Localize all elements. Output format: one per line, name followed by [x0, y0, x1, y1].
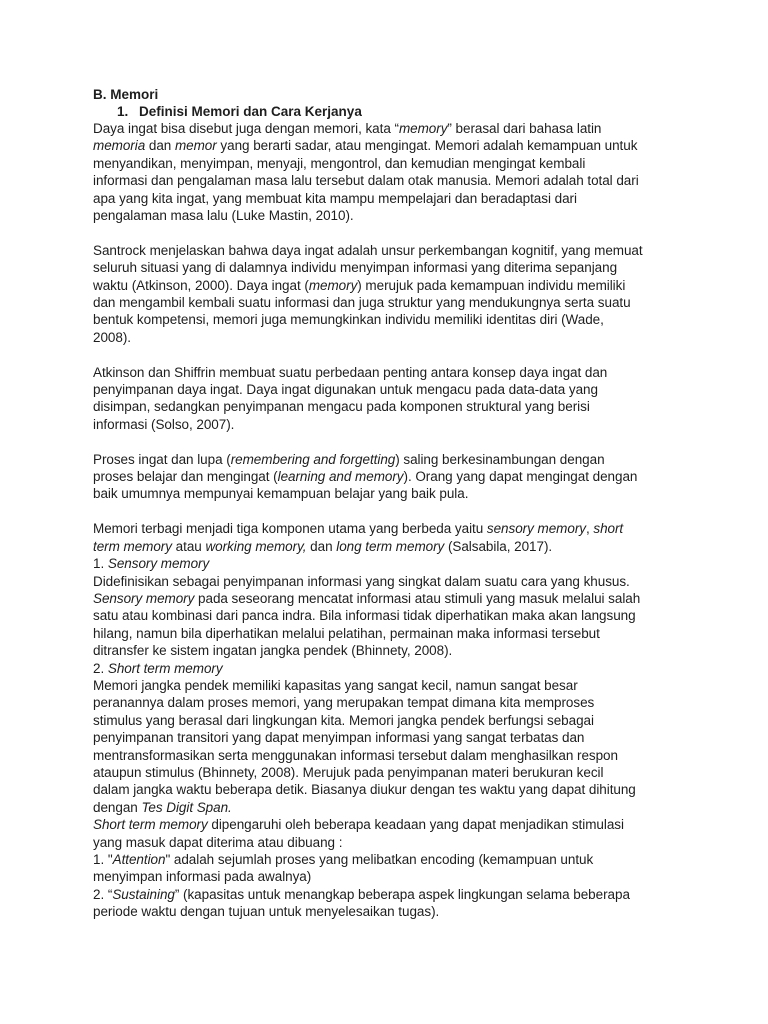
text-line: informasi dan pengalaman masa lalu tersebut dalam otak manusia. Memori adalah total dari: [93, 173, 639, 189]
text-line: dan mengambil kembali suatu informasi dan juga struktur yang mendukungnya serta suatu: [93, 295, 631, 311]
text-line: penyimpanan daya ingat. Daya ingat digunakan untuk mengacu pada data-data yang: [93, 382, 598, 398]
text-line: bentuk kompetensi, memori juga memungkinkan individu memiliki identitas diri (Wade,: [93, 312, 604, 328]
sublist-item-sustaining: 2. “Sustaining” (kapasitas untuk menangkap beberapa aspek lingkungan selama beberapa: [93, 886, 630, 902]
text-line: yang masuk dapat diterima atau dibuang :: [93, 834, 343, 850]
text-line: satu atau kombinasi dari panca indra. Bila informasi tidak diperhatikan maka akan langsung: [93, 608, 636, 624]
text-line: penyimpanan transitori yang dapat menyimpan informasi yang sangat terbatas dan: [93, 730, 585, 746]
sublist-item-attention: 1. "Attention" adalah sejumlah proses yang melibatkan encoding (kemampuan untuk: [93, 852, 594, 867]
text-line: informasi (Solso, 2007).: [93, 416, 235, 432]
list-item-sensory-memory: 1. Sensory memory: [93, 556, 210, 572]
text-line: pengalaman masa lalu (Luke Mastin, 2010).: [93, 208, 354, 224]
text-line: stimulus yang berasal dari lingkungan kita. Memori jangka pendek berfungsi sebagai: [93, 712, 594, 728]
text-line: hilang, namun bila diperhatikan melalui pelatihan, permainan maka informasi tersebut: [93, 625, 600, 641]
text-line: Memori terbagi menjadi tiga komponen utama yang berbeda yaitu sensory memory, short: [93, 521, 624, 537]
text-line: Didefinisikan sebagai penyimpanan informasi yang singkat dalam suatu cara yang khusus.: [93, 573, 630, 589]
text-line: Memori jangka pendek memiliki kapasitas yang sangat kecil, namun sangat besar: [93, 677, 578, 693]
text-line: baik umumnya mempunyai kemampuan belajar yang baik pula.: [93, 486, 469, 502]
text-line: Proses ingat dan lupa (remembering and forgetting) saling berkesinambungan dengan: [93, 451, 605, 467]
text-line: Sensory memory pada seseorang mencatat informasi atau stimuli yang masuk melalui salah: [93, 590, 641, 606]
text-line: periode waktu dengan tujuan untuk menyelesaikan tugas).: [93, 904, 440, 920]
paragraph-proses-ingat: [93, 451, 708, 503]
text-line: Santrock menjelaskan bahwa daya ingat adalah unsur perkembangan kognitif, yang memuat: [93, 242, 643, 258]
text-line: apa yang kita ingat, yang membuat kita mampu mempelajari dan beradaptasi dari: [93, 190, 577, 206]
text-line: Daya ingat bisa disebut juga dengan memori, kata “memory” berasal dari bahasa latin: [93, 121, 602, 136]
list-item-short-term-memory: 2. Short term memory: [93, 660, 223, 676]
subsection-title: Definisi Memori dan Cara Kerjanya: [139, 104, 362, 119]
text-line: Atkinson dan Shiffrin membuat suatu perbedaan penting antara konsep daya ingat dan: [93, 364, 608, 380]
text-line: menyandikan, menyimpan, menyaji, mengontrol, dan kemudian mengingat kembali: [93, 155, 586, 171]
section-heading: B. Memori: [93, 87, 159, 102]
subsection-heading: [117, 103, 708, 120]
text-line: dalam jangka waktu beberapa detik. Biasanya diukur dengan tes waktu yang dapat dihitung: [93, 782, 636, 798]
text-line: waktu (Atkinson, 2000). Daya ingat (memory) merujuk pada kemampuan individu memiliki: [93, 277, 626, 293]
paragraph-komponen-memori: [93, 520, 708, 920]
text-line: proses belajar dan mengingat (learning and memory). Orang yang dapat mengingat dengan: [93, 469, 638, 485]
text-line: 2008).: [93, 329, 131, 345]
paragraph-definition: [93, 120, 708, 224]
paragraph-atkinson: [93, 364, 708, 434]
text-line: ditransfer ke sistem ingatan jangka pendek (Bhinnety, 2008).: [93, 643, 453, 659]
text-line: ataupun stimulus (Bhinnety, 2008). Merujuk pada penyimpanan materi berukuran kecil: [93, 764, 604, 780]
text-line: seluruh situasi yang di dalamnya individu menyimpan informasi yang diterima sepanjang: [93, 260, 618, 276]
text-line: menyimpan informasi pada awalnya): [93, 869, 312, 885]
subsection-number: 1.: [117, 104, 129, 119]
text-line: disimpan, sedangkan penyimpanan mengacu pada komponen struktural yang berisi: [93, 399, 590, 415]
text-line: memoria dan memor yang berarti sadar, atau mengingat. Memori adalah kemampuan untuk: [93, 138, 638, 154]
text-line: Short term memory dipengaruhi oleh beberapa keadaan yang dapat menjadikan stimulasi: [93, 817, 624, 833]
paragraph-santrock: [93, 242, 708, 346]
text-line: peranannya dalam proses memori, yang merupakan tempat dimana kita memproses: [93, 695, 595, 711]
text-line: dengan Tes Digit Span.: [93, 799, 232, 815]
text-line: mentransformasikan serta menggunakan informasi tersebut dalam menghasilkan respon: [93, 747, 618, 763]
text-line: term memory atau working memory, dan long term memory (Salsabila, 2017).: [93, 538, 553, 554]
